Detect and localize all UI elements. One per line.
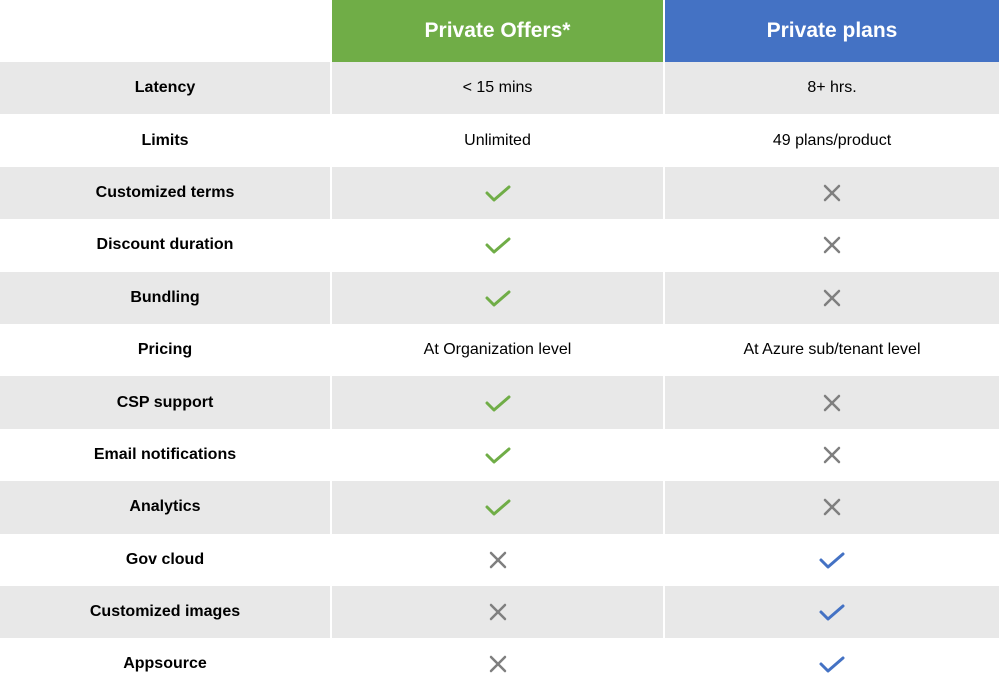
cell-value: 49 plans/product — [772, 131, 892, 149]
cell-private-offers — [332, 167, 665, 219]
row-label: Bundling — [0, 272, 332, 324]
cell-private-offers — [332, 481, 665, 533]
cell-private-plans — [665, 376, 999, 428]
cell-private-plans — [665, 324, 999, 376]
row-label: Limits — [0, 114, 332, 166]
cell-private-plans — [665, 272, 999, 324]
row-label: CSP support — [0, 376, 332, 428]
cross-icon — [822, 497, 842, 517]
cell-private-offers — [332, 324, 665, 376]
header-empty-cell — [0, 0, 332, 62]
header-private-plans: Private plans — [665, 0, 999, 62]
row-label: Pricing — [0, 324, 332, 376]
cross-icon — [488, 654, 508, 674]
cross-icon — [488, 550, 508, 570]
cross-icon — [822, 183, 842, 203]
cross-icon — [822, 393, 842, 413]
cell-private-plans — [665, 62, 999, 114]
cell-private-offers — [332, 638, 665, 690]
row-label: Email notifications — [0, 429, 332, 481]
row-label: Analytics — [0, 481, 332, 533]
check-icon — [484, 393, 512, 413]
row-label: Latency — [0, 62, 332, 114]
cell-value: At Azure sub/tenant level — [743, 341, 921, 359]
cell-private-offers — [332, 219, 665, 271]
cross-icon — [822, 288, 842, 308]
cell-private-offers — [332, 272, 665, 324]
row-label: Discount duration — [0, 219, 332, 271]
cell-value: 8+ hrs. — [807, 79, 857, 97]
cell-private-offers — [332, 534, 665, 586]
cell-private-plans — [665, 638, 999, 690]
check-icon — [484, 445, 512, 465]
row-label: Gov cloud — [0, 534, 332, 586]
cell-private-plans — [665, 481, 999, 533]
cell-private-plans — [665, 114, 999, 166]
cell-private-plans — [665, 219, 999, 271]
cross-icon — [822, 445, 842, 465]
cell-value: At Organization level — [423, 341, 572, 359]
cross-icon — [822, 235, 842, 255]
check-icon — [818, 602, 846, 622]
cell-value: Unlimited — [464, 131, 531, 149]
cell-private-offers — [332, 114, 665, 166]
check-icon — [818, 550, 846, 570]
check-icon — [484, 288, 512, 308]
cross-icon — [488, 602, 508, 622]
row-label: Customized terms — [0, 167, 332, 219]
row-label: Appsource — [0, 638, 332, 690]
row-label: Customized images — [0, 586, 332, 638]
cell-private-plans — [665, 167, 999, 219]
cell-value: < 15 mins — [462, 79, 533, 97]
cell-private-plans — [665, 586, 999, 638]
cell-private-offers — [332, 62, 665, 114]
cell-private-plans — [665, 534, 999, 586]
cell-private-offers — [332, 586, 665, 638]
cell-private-plans — [665, 429, 999, 481]
cell-private-offers — [332, 376, 665, 428]
check-icon — [484, 235, 512, 255]
check-icon — [818, 654, 846, 674]
header-private-offers: Private Offers* — [332, 0, 665, 62]
check-icon — [484, 497, 512, 517]
check-icon — [484, 183, 512, 203]
cell-private-offers — [332, 429, 665, 481]
